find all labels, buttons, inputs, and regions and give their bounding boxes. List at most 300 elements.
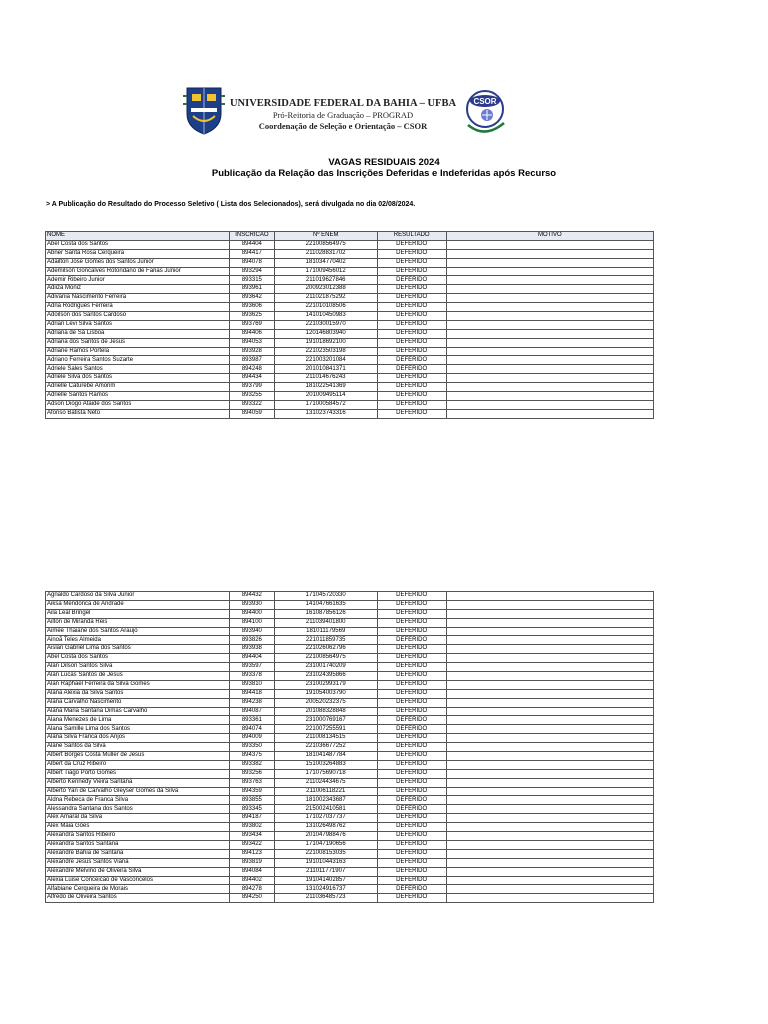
table-row <box>46 663 654 672</box>
cell-nome: Albert Tiago Porto Gomes <box>46 769 230 778</box>
table-row <box>46 618 654 627</box>
cell-resultado: DEFERIDO <box>377 627 446 636</box>
cell-motivo <box>446 267 653 276</box>
cell-inscricao: 894375 <box>230 752 275 761</box>
cell-resultado: DEFERIDO <box>377 867 446 876</box>
cell-resultado: DEFERIDO <box>377 743 446 752</box>
cell-resultado: DEFERIDO <box>377 769 446 778</box>
cell-motivo <box>446 600 653 609</box>
cell-resultado: DEFERIDO <box>377 249 446 258</box>
cell-nome: Aimee Thaiane dos Santos Araujo <box>46 627 230 636</box>
cell-motivo <box>446 707 653 716</box>
cell-enem: 191054003790 <box>274 689 377 698</box>
cell-enem: 201010841371 <box>274 365 377 374</box>
cell-motivo <box>446 627 653 636</box>
cell-motivo <box>446 636 653 645</box>
table-row <box>46 876 654 885</box>
cell-inscricao: 893940 <box>230 627 275 636</box>
cell-nome: Alan Lucas Santos de Jesus <box>46 672 230 681</box>
cell-resultado: DEFERIDO <box>377 400 446 409</box>
cell-nome: Aiksa Mendonca de Andrade <box>46 600 230 609</box>
cell-resultado: DEFERIDO <box>377 383 446 392</box>
cell-resultado: DEFERIDO <box>377 894 446 903</box>
cell-resultado: DEFERIDO <box>377 663 446 672</box>
table-row <box>46 760 654 769</box>
table-row <box>46 769 654 778</box>
cell-resultado: DEFERIDO <box>377 752 446 761</box>
cell-resultado: DEFERIDO <box>377 832 446 841</box>
cell-enem: 191010443163 <box>274 858 377 867</box>
cell-motivo <box>446 285 653 294</box>
cell-motivo <box>446 347 653 356</box>
cell-enem: 211024434675 <box>274 778 377 787</box>
table-row <box>46 400 654 409</box>
cell-motivo <box>446 867 653 876</box>
cell-nome: Afonso Batista Neto <box>46 409 230 418</box>
cell-inscricao: 893606 <box>230 303 275 312</box>
cell-motivo <box>446 592 653 601</box>
table-row <box>46 867 654 876</box>
cell-inscricao: 894084 <box>230 867 275 876</box>
ufba-logo <box>183 84 225 136</box>
cell-nome: Agnaldo Cardoso da Silva Junior <box>46 592 230 601</box>
table-row <box>46 240 654 249</box>
cell-inscricao: 893810 <box>230 680 275 689</box>
cell-enem: 171047190656 <box>274 840 377 849</box>
cell-motivo <box>446 787 653 796</box>
table-row <box>46 654 654 663</box>
cell-inscricao: 893930 <box>230 600 275 609</box>
cell-nome: Adna Rodrigues Ferreira <box>46 303 230 312</box>
table-row <box>46 267 654 276</box>
table-header-row <box>46 232 654 241</box>
table-row <box>46 249 654 258</box>
cell-resultado: DEFERIDO <box>377 876 446 885</box>
table-row <box>46 858 654 867</box>
cell-motivo <box>446 894 653 903</box>
cell-enem: 120146803940 <box>274 329 377 338</box>
cell-nome: Aila Leal Bringel <box>46 609 230 618</box>
cell-nome: Ademir Ribeiro Junior <box>46 276 230 285</box>
cell-resultado: DEFERIDO <box>377 356 446 365</box>
cell-motivo <box>446 752 653 761</box>
cell-nome: Ainoã Teles Almeida <box>46 636 230 645</box>
cell-nome: Alexandra Santos Santana <box>46 840 230 849</box>
results-table-1 <box>45 231 654 419</box>
cell-enem: 211028831702 <box>274 249 377 258</box>
cell-inscricao: 893378 <box>230 672 275 681</box>
page-title: VAGAS RESIDUAIS 2024 <box>328 157 440 168</box>
cell-nome: Adrian Levi Silva Santos <box>46 320 230 329</box>
cell-enem: 201009495114 <box>274 392 377 401</box>
cell-enem: 200923012388 <box>274 285 377 294</box>
cell-inscricao: 894074 <box>230 725 275 734</box>
cell-nome: Adrielle Caturebe Amorim <box>46 383 230 392</box>
cell-resultado: DEFERIDO <box>377 840 446 849</box>
cell-resultado: DEFERIDO <box>377 805 446 814</box>
cell-nome: Alane Santos da Silva <box>46 743 230 752</box>
cell-enem: 201088328848 <box>274 707 377 716</box>
cell-nome: Ademilson Goncalves Rotondano de Farias Junior <box>46 267 230 276</box>
cell-enem: 211021875292 <box>274 294 377 303</box>
cell-nome: Adriele Silva dos Santos <box>46 374 230 383</box>
cell-nome: Abner Santa Rosa Cerqueira <box>46 249 230 258</box>
cell-motivo <box>446 778 653 787</box>
cell-inscricao: 893763 <box>230 778 275 787</box>
cell-resultado: DEFERIDO <box>377 698 446 707</box>
cell-nome: Adoilson dos Santos Cardoso <box>46 312 230 321</box>
header-inscricao: INSCRICAO <box>230 232 275 241</box>
cell-inscricao: 893294 <box>230 267 275 276</box>
cell-nome: Alexia Luise Conceicao de Vasconcelos <box>46 876 230 885</box>
cell-nome: Adriele Sales Santos <box>46 365 230 374</box>
cell-motivo <box>446 805 653 814</box>
cell-enem: 131026498762 <box>274 823 377 832</box>
cell-enem: 221023503198 <box>274 347 377 356</box>
cell-nome: Alessandra Santana dos Santos <box>46 805 230 814</box>
cell-resultado: DEFERIDO <box>377 849 446 858</box>
cell-inscricao: 893799 <box>230 383 275 392</box>
cell-enem: 181022541369 <box>274 383 377 392</box>
cell-motivo <box>446 689 653 698</box>
cell-motivo <box>446 258 653 267</box>
cell-resultado: DEFERIDO <box>377 680 446 689</box>
cell-enem: 211006118221 <box>274 787 377 796</box>
cell-enem: 171075690718 <box>274 769 377 778</box>
cell-inscricao: 893361 <box>230 716 275 725</box>
cell-inscricao: 894359 <box>230 787 275 796</box>
cell-motivo <box>446 392 653 401</box>
table-row <box>46 365 654 374</box>
table-row <box>46 374 654 383</box>
cell-inscricao: 893961 <box>230 285 275 294</box>
cell-nome: Alberto Yan de Carvalho Gleyser Gomes da Silva <box>46 787 230 796</box>
cell-nome: Alana Samille Lima dos Santos <box>46 725 230 734</box>
cell-motivo <box>446 409 653 418</box>
cell-enem: 191041402857 <box>274 876 377 885</box>
table-row <box>46 392 654 401</box>
table-row <box>46 258 654 267</box>
table-row <box>46 303 654 312</box>
publication-notice: > A Publicação do Resultado do Processo Seletivo ( Lista dos Selecionados), será divulgada no dia 02/08/2024. <box>46 201 416 208</box>
cell-nome: Alex Maia Góes <box>46 823 230 832</box>
table-row <box>46 734 654 743</box>
cell-enem: 231002993179 <box>274 680 377 689</box>
table-row <box>46 627 654 636</box>
cell-motivo <box>446 885 653 894</box>
cell-resultado: DEFERIDO <box>377 365 446 374</box>
cell-inscricao: 893826 <box>230 636 275 645</box>
cell-inscricao: 894009 <box>230 734 275 743</box>
cell-nome: Alexandre Jesus Santos Viana <box>46 858 230 867</box>
cell-inscricao: 894059 <box>230 409 275 418</box>
table-row <box>46 320 654 329</box>
cell-inscricao: 893422 <box>230 840 275 849</box>
cell-enem: 211014676243 <box>274 374 377 383</box>
coordenacao: Coordenação de Seleção e Orientação – CSOR <box>258 121 428 131</box>
cell-resultado: DEFERIDO <box>377 654 446 663</box>
table-row <box>46 840 654 849</box>
cell-motivo <box>446 716 653 725</box>
cell-inscricao: 894123 <box>230 849 275 858</box>
cell-enem: 221003201084 <box>274 356 377 365</box>
cell-enem: 221010108506 <box>274 303 377 312</box>
cell-nome: Adriane Ramos Portela <box>46 347 230 356</box>
cell-motivo <box>446 769 653 778</box>
cell-motivo <box>446 814 653 823</box>
cell-nome: Adailton Jose Gomes dos Santos Junior <box>46 258 230 267</box>
cell-motivo <box>446 654 653 663</box>
header-enem: Nº ENEM <box>274 232 377 241</box>
cell-motivo <box>446 400 653 409</box>
cell-nome: Adriana de Sá Lisboa <box>46 329 230 338</box>
cell-motivo <box>446 338 653 347</box>
table-row <box>46 600 654 609</box>
cell-inscricao: 893597 <box>230 663 275 672</box>
cell-motivo <box>446 876 653 885</box>
cell-nome: Albert Borges Costa Muller de Jesus <box>46 752 230 761</box>
cell-enem: 221008564975 <box>274 654 377 663</box>
cell-enem: 131024916737 <box>274 885 377 894</box>
cell-nome: Adiiza Moniz <box>46 285 230 294</box>
cell-motivo <box>446 276 653 285</box>
cell-resultado: DEFERIDO <box>377 258 446 267</box>
table-row <box>46 778 654 787</box>
svg-text:CSOR: CSOR <box>473 97 497 106</box>
table-row <box>46 294 654 303</box>
cell-enem: 221008564975 <box>274 240 377 249</box>
cell-inscricao: 893434 <box>230 832 275 841</box>
cell-enem: 211011771907 <box>274 867 377 876</box>
table-row <box>46 814 654 823</box>
table-row <box>46 707 654 716</box>
cell-resultado: DEFERIDO <box>377 609 446 618</box>
table-row <box>46 636 654 645</box>
cell-nome: Alana Alexia da Silva Santos <box>46 689 230 698</box>
cell-inscricao: 893938 <box>230 645 275 654</box>
table-row <box>46 276 654 285</box>
table-row <box>46 689 654 698</box>
cell-resultado: DEFERIDO <box>377 320 446 329</box>
cell-inscricao: 894432 <box>230 592 275 601</box>
header-text <box>228 98 458 132</box>
cell-motivo <box>446 240 653 249</box>
cell-nome: Adivania Nascimento Ferreira <box>46 294 230 303</box>
cell-inscricao: 893987 <box>230 356 275 365</box>
cell-resultado: DEFERIDO <box>377 796 446 805</box>
cell-enem: 221036677252 <box>274 743 377 752</box>
table-row <box>46 752 654 761</box>
cell-resultado: DEFERIDO <box>377 312 446 321</box>
cell-inscricao: 893345 <box>230 805 275 814</box>
cell-nome: Abel Costa dos Santos <box>46 654 230 663</box>
cell-nome: Alexandra Santos Ribeiro <box>46 832 230 841</box>
cell-motivo <box>446 365 653 374</box>
csor-logo <box>458 87 514 137</box>
cell-inscricao: 894087 <box>230 707 275 716</box>
cell-enem: 171009456012 <box>274 267 377 276</box>
cell-inscricao: 893855 <box>230 796 275 805</box>
cell-enem: 221007255591 <box>274 725 377 734</box>
header-resultado: RESULTADO <box>377 232 446 241</box>
cell-inscricao: 893769 <box>230 320 275 329</box>
cell-resultado: DEFERIDO <box>377 725 446 734</box>
cell-motivo <box>446 849 653 858</box>
cell-nome: Aldna Rebeca de Franca Silva <box>46 796 230 805</box>
cell-enem: 215002410581 <box>274 805 377 814</box>
table-row <box>46 796 654 805</box>
cell-resultado: DEFERIDO <box>377 347 446 356</box>
cell-enem: 221026062796 <box>274 645 377 654</box>
cell-enem: 141010450983 <box>274 312 377 321</box>
cell-inscricao: 894250 <box>230 894 275 903</box>
cell-motivo <box>446 383 653 392</box>
cell-motivo <box>446 796 653 805</box>
cell-nome: Alana Carvalho Nascimento <box>46 698 230 707</box>
cell-motivo <box>446 618 653 627</box>
table-row <box>46 849 654 858</box>
table-row <box>46 609 654 618</box>
cell-enem: 181011179569 <box>274 627 377 636</box>
table-row <box>46 592 654 601</box>
cell-nome: Aislan Gabriel Lima dos Santos <box>46 645 230 654</box>
table-row <box>46 329 654 338</box>
table-row <box>46 409 654 418</box>
cell-enem: 151003264883 <box>274 760 377 769</box>
cell-nome: Alfabiane Cerqueira de Morais <box>46 885 230 894</box>
table-row <box>46 743 654 752</box>
cell-inscricao: 894434 <box>230 374 275 383</box>
cell-inscricao: 894053 <box>230 338 275 347</box>
cell-enem: 231000769167 <box>274 716 377 725</box>
cell-inscricao: 893322 <box>230 400 275 409</box>
cell-resultado: DEFERIDO <box>377 409 446 418</box>
cell-resultado: DEFERIDO <box>377 672 446 681</box>
cell-motivo <box>446 303 653 312</box>
cell-resultado: DEFERIDO <box>377 778 446 787</box>
cell-nome: Alan Dilson Santos Silva <box>46 663 230 672</box>
cell-inscricao: 894404 <box>230 654 275 663</box>
cell-enem: 191018692100 <box>274 338 377 347</box>
cell-inscricao: 893256 <box>230 769 275 778</box>
cell-enem: 171045720330 <box>274 592 377 601</box>
cell-inscricao: 894238 <box>230 698 275 707</box>
cell-resultado: DEFERIDO <box>377 645 446 654</box>
cell-enem: 221011859735 <box>274 636 377 645</box>
cell-enem: 181041487784 <box>274 752 377 761</box>
cell-resultado: DEFERIDO <box>377 618 446 627</box>
cell-resultado: DEFERIDO <box>377 858 446 867</box>
table-row <box>46 312 654 321</box>
cell-nome: Alana Maria Santana Dimas Carvalho <box>46 707 230 716</box>
cell-resultado: DEFERIDO <box>377 885 446 894</box>
cell-nome: Alexandre Melvino de Oliveira Silva <box>46 867 230 876</box>
cell-enem: 211008134515 <box>274 734 377 743</box>
cell-enem: 141047661635 <box>274 600 377 609</box>
cell-motivo <box>446 840 653 849</box>
results-table-2 <box>45 591 654 903</box>
cell-inscricao: 894418 <box>230 689 275 698</box>
cell-resultado: DEFERIDO <box>377 294 446 303</box>
cell-resultado: DEFERIDO <box>377 734 446 743</box>
cell-resultado: DEFERIDO <box>377 689 446 698</box>
table-row <box>46 725 654 734</box>
cell-enem: 161087856126 <box>274 609 377 618</box>
table-row <box>46 698 654 707</box>
pro-reitoria: Pró-Reitoria de Graduação – PROGRAD <box>272 110 414 120</box>
title-block <box>0 157 768 179</box>
cell-motivo <box>446 698 653 707</box>
cell-inscricao: 894100 <box>230 618 275 627</box>
cell-enem: 131023743316 <box>274 409 377 418</box>
cell-enem: 200520232375 <box>274 698 377 707</box>
cell-enem: 181002343687 <box>274 796 377 805</box>
page-subtitle: Publicação da Relação das Inscrições Deferidas e Indeferidas após Recurso <box>211 168 557 179</box>
cell-motivo <box>446 312 653 321</box>
cell-resultado: DEFERIDO <box>377 787 446 796</box>
cell-motivo <box>446 760 653 769</box>
cell-resultado: DEFERIDO <box>377 392 446 401</box>
cell-enem: 171000584572 <box>274 400 377 409</box>
cell-nome: Alana Menezes de Lima <box>46 716 230 725</box>
cell-nome: Adriano Ferreira Santos Suzarte <box>46 356 230 365</box>
table-row <box>46 383 654 392</box>
cell-motivo <box>446 356 653 365</box>
cell-motivo <box>446 832 653 841</box>
cell-nome: Alberto Kennedy Vieira Santana <box>46 778 230 787</box>
cell-inscricao: 893255 <box>230 392 275 401</box>
cell-enem: 181034770402 <box>274 258 377 267</box>
cell-inscricao: 894404 <box>230 240 275 249</box>
table-row <box>46 805 654 814</box>
table-row <box>46 787 654 796</box>
table-row <box>46 680 654 689</box>
cell-resultado: DEFERIDO <box>377 592 446 601</box>
cell-resultado: DEFERIDO <box>377 760 446 769</box>
cell-resultado: DEFERIDO <box>377 636 446 645</box>
cell-nome: Adriana dos Santos de Jesus <box>46 338 230 347</box>
table-row <box>46 356 654 365</box>
cell-nome: Abel Costa dos Santos <box>46 240 230 249</box>
cell-resultado: DEFERIDO <box>377 276 446 285</box>
cell-inscricao: 893928 <box>230 347 275 356</box>
cell-motivo <box>446 680 653 689</box>
cell-resultado: DEFERIDO <box>377 814 446 823</box>
table-row <box>46 716 654 725</box>
cell-motivo <box>446 823 653 832</box>
table-row <box>46 347 654 356</box>
cell-inscricao: 893819 <box>230 858 275 867</box>
cell-enem: 211036485723 <box>274 894 377 903</box>
university-name: UNIVERSIDADE FEDERAL DA BAHIA – UFBA <box>229 98 457 109</box>
cell-resultado: DEFERIDO <box>377 338 446 347</box>
cell-resultado: DEFERIDO <box>377 716 446 725</box>
cell-nome: Ailton de Miranda Reis <box>46 618 230 627</box>
cell-enem: 231024395866 <box>274 672 377 681</box>
cell-resultado: DEFERIDO <box>377 240 446 249</box>
cell-enem: 221030015970 <box>274 320 377 329</box>
cell-enem: 201047988476 <box>274 832 377 841</box>
cell-nome: Alfredo de Oliveira Santos <box>46 894 230 903</box>
cell-motivo <box>446 645 653 654</box>
cell-inscricao: 894400 <box>230 609 275 618</box>
cell-motivo <box>446 663 653 672</box>
cell-resultado: DEFERIDO <box>377 303 446 312</box>
cell-inscricao: 893350 <box>230 743 275 752</box>
table-row <box>46 894 654 903</box>
cell-motivo <box>446 294 653 303</box>
cell-enem: 231001740209 <box>274 663 377 672</box>
